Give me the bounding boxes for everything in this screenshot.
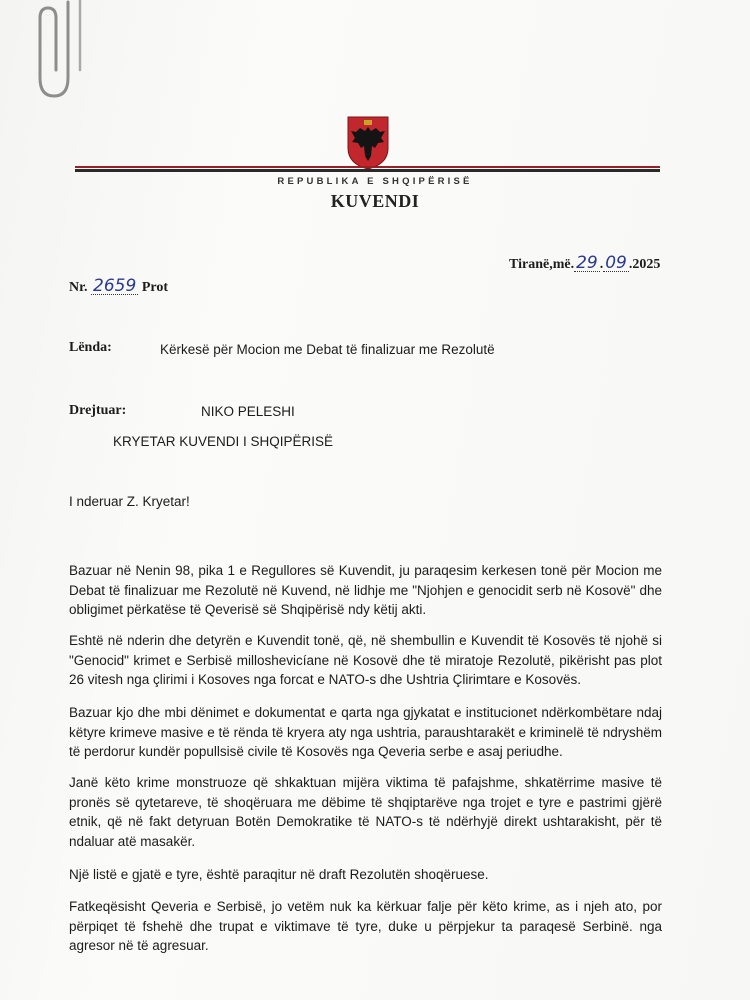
body-paragraph: Fatkeqësisht Qeveria e Serbisë, jo vetëm nuk ka kërkuar falje për këto krime, as i njeh ato, por përpiqet të fshehë dhe trupat e viktimave të tyre, duke u përpjekur ta paraqesë Serbinë. nga agresor në të agresuar. bbox=[69, 899, 662, 953]
date-month-handwritten: 09 bbox=[605, 253, 627, 273]
protocol-suffix: Prot bbox=[141, 280, 168, 295]
date-line: Tiranë,më. 29 . 09 .2025 bbox=[509, 253, 661, 273]
body-paragraph: Bazuar kjo dhe mbi dënimet e dokumentat e qarta nga gjykatat e institucionet ndërkombëtare ndaj këtyre krimeve masive e të rënda të kryera aty nga ushtria, paraushtarakët e kriminelë të ndryshëm të perdorur kundër popullsisë civile të Kosovës nga Qeveria serbe e asaj periudhe. bbox=[69, 705, 662, 759]
republic-heading: REPUBLIKA E SHQIPËRISË bbox=[277, 176, 473, 187]
protocol-label: Nr. bbox=[69, 280, 88, 295]
body-paragraph: Eshtë në nderin dhe detyrën e Kuvendit tonë, që, në shembullin e Kuvendit të Kosovës të njohë si "Genocid" krimet e Serbisë milloshevicíane në Kosovë dhe të miratoje Rezolutë, pikërisht pas plot 26 vitesh nga çlirimi i Kosoves nga forcat e NATO-s dhe Ushtria Çlirimtare e Kosovës. bbox=[69, 633, 662, 687]
institution-heading: KUVENDI bbox=[330, 191, 420, 211]
recipient-name: NIKO PELESHI bbox=[201, 404, 295, 419]
subject-text: Kërkesë për Mocion me Debat të finalizuar me Rezolutë bbox=[160, 342, 495, 357]
body-paragraph: Janë këto krime monstruoze që shkaktuan mijëra viktima të pafajshme, shkatërrime masive të pronës së qytetareve, të shoqëruara me dëbime të shqiptarëve nga trojet e tyre e pastrimi gjërë etnik, që në fakt detyruan Botën Demokratike të NATO-s të ndërhyjë direkt ushtarakisht, për të ndaluar atë masakër. bbox=[69, 775, 662, 849]
date-day-handwritten: 29 bbox=[576, 253, 598, 273]
letterhead-rule-dark bbox=[75, 169, 660, 172]
letterhead-rule-red bbox=[75, 166, 660, 168]
recipient-label: Drejtuar: bbox=[69, 403, 127, 418]
subject-label: Lënda: bbox=[69, 340, 112, 355]
body-paragraph: Një listë e gjatë e tyre, është paraqitur në draft Rezolutën shoqëruese. bbox=[69, 867, 489, 882]
date-prefix: Tiranë,më. bbox=[509, 257, 575, 272]
date-year: .2025 bbox=[628, 257, 661, 272]
body-paragraph: Bazuar në Nenin 98, pika 1 e Regullores së Kuvendit, ju paraqesim kerkesen tonë për Mocion me Debat të finalizuar me Rezolutë në Kuvend, në lidhje me "Njohjen e genocidit serb në Kosovë" dhe obligimet përkatëse të Qeverisë së Shqipërisë ndy këtij akti. bbox=[69, 563, 662, 617]
paperclip-icon bbox=[28, 0, 88, 110]
protocol-number-handwritten: 2659 bbox=[93, 276, 137, 296]
albanian-emblem-icon bbox=[345, 114, 391, 170]
salutation: I nderuar Z. Kryetar! bbox=[69, 494, 190, 509]
recipient-title: KRYETAR KUVENDI I SHQIPËRISË bbox=[113, 434, 334, 449]
protocol-number-line bbox=[69, 278, 168, 296]
